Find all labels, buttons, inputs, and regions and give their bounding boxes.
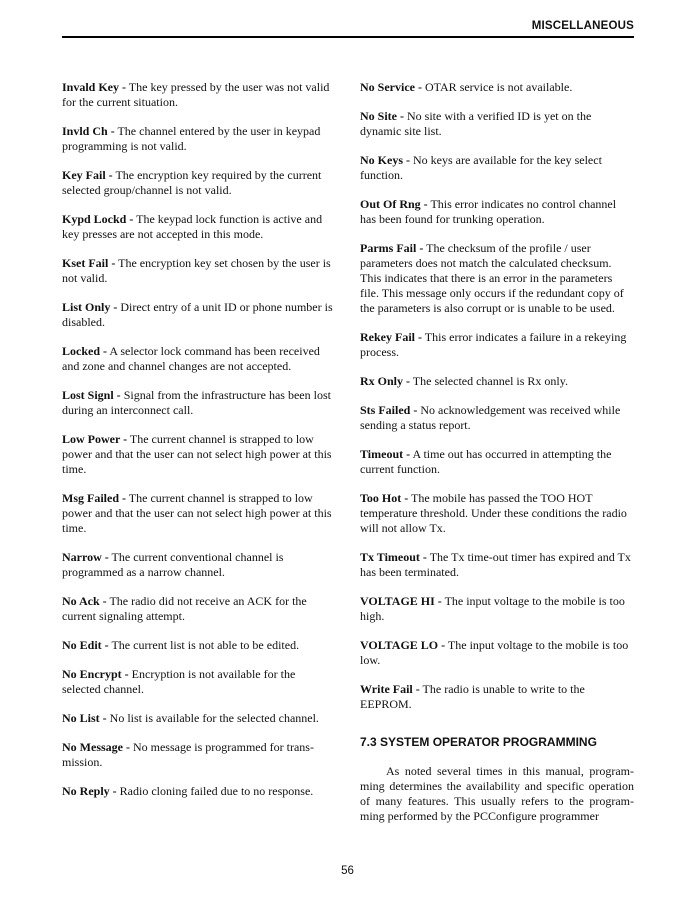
definition-text: OTAR service is not available.	[421, 80, 573, 94]
definition-entry	[360, 491, 634, 536]
definition-term: Sts Failed -	[360, 403, 418, 417]
definition-entry	[62, 344, 334, 374]
definition-text: The input voltage to the mobile is too low.	[360, 638, 629, 667]
definition-text: No acknowledgement was received while sending a status report.	[360, 403, 621, 432]
running-header: MISCELLANEOUS	[531, 20, 634, 32]
definition-term: Invald Key -	[62, 80, 127, 94]
definition-text: The keypad lock function is active and key presses are not accepted in this mode.	[62, 212, 323, 241]
definition-term: Narrow -	[62, 550, 109, 564]
definition-term: No Reply -	[62, 784, 117, 798]
definition-entry	[360, 638, 634, 668]
definition-term: No Site -	[360, 109, 404, 123]
definition-text: Encryption is not available for the selected channel.	[62, 667, 296, 696]
definition-text: The encryption key required by the current selected group/channel is not valid.	[62, 168, 322, 197]
definition-term: Kset Fail -	[62, 256, 116, 270]
definition-entry	[360, 447, 634, 477]
definition-text: The selected channel is Rx only.	[410, 374, 568, 388]
section-paragraph: As noted several times in this manual, program-ming determines the availability and specific operation of many features. This usually refers to the program-ming performed by the PCConfigure programmer	[360, 764, 634, 823]
definition-term: No Edit -	[62, 638, 109, 652]
definition-text: The encryption key set chosen by the user is not valid.	[62, 256, 331, 285]
definition-term: Lost Signl -	[62, 388, 121, 402]
definition-text: This error indicates no control channel has been found for trunking operation.	[360, 197, 617, 226]
definition-entry	[360, 153, 634, 183]
definition-term: Write Fail -	[360, 682, 420, 696]
definition-term: Low Power -	[62, 432, 128, 446]
definition-text: The mobile has passed the TOO HOT temperature threshold. Under these conditions the radio will not allow Tx.	[360, 491, 627, 535]
definition-term: Rekey Fail -	[360, 330, 422, 344]
definition-entry	[62, 300, 334, 330]
definition-entry	[62, 711, 334, 726]
definition-entry	[360, 80, 634, 95]
definition-term: No Keys -	[360, 153, 410, 167]
definition-entry	[62, 667, 334, 697]
definition-term: Msg Failed -	[62, 491, 126, 505]
page-number: 56	[341, 865, 354, 877]
definition-entry	[62, 784, 334, 799]
definition-text: No message is programmed for trans-mission.	[62, 740, 314, 769]
left-column	[62, 80, 334, 813]
definition-term: No Service -	[360, 80, 422, 94]
definition-text: A time out has occurred in attempting the current function.	[360, 447, 612, 476]
right-column	[360, 80, 634, 824]
definition-entry	[62, 388, 334, 418]
right-entries	[360, 80, 634, 712]
definition-entry	[360, 330, 634, 360]
definition-term: Rx Only -	[360, 374, 411, 388]
definition-entry	[62, 740, 334, 770]
definition-text: The checksum of the profile / user parameters does not match the calculated checksum. This indicates that there is an error in the parameters file. This message only occurs if the redundant copy of the parameters is also corrupt or is unable to be used.	[360, 241, 624, 315]
definition-entry	[360, 682, 634, 712]
definition-entry	[360, 594, 634, 624]
definition-text: The current conventional channel is programmed as a narrow channel.	[62, 550, 284, 579]
definition-term: No Message -	[62, 740, 130, 754]
definition-text: Signal from the infrastructure has been lost during an interconnect call.	[62, 388, 331, 417]
definition-entry	[62, 594, 334, 624]
definition-text: Radio cloning failed due to no response.	[116, 784, 314, 798]
definition-text: The current list is not able to be edited.	[108, 638, 300, 652]
definition-term: Too Hot -	[360, 491, 409, 505]
section-heading: 7.3 SYSTEM OPERATOR PROGRAMMING	[360, 735, 597, 749]
definition-entry	[62, 168, 334, 198]
definition-term: No Encrypt -	[62, 667, 129, 681]
definition-term: VOLTAGE HI -	[360, 594, 442, 608]
definition-entry	[360, 197, 634, 227]
definition-entry	[62, 432, 334, 477]
definition-text: The input voltage to the mobile is too high.	[360, 594, 625, 623]
definition-entry	[62, 638, 334, 653]
definition-term: List Only -	[62, 300, 118, 314]
definition-entry	[62, 550, 334, 580]
definition-term: Kypd Lockd -	[62, 212, 134, 226]
definition-text: No list is available for the selected channel.	[106, 711, 319, 725]
definition-text: The current channel is strapped to low power and that the user can not select high power at this time.	[62, 491, 332, 535]
definition-entry	[360, 241, 634, 316]
definition-term: Tx Timeout -	[360, 550, 427, 564]
definition-term: No List -	[62, 711, 107, 725]
header-rule	[62, 36, 634, 38]
definition-text: The radio did not receive an ACK for the current signaling attempt.	[62, 594, 307, 623]
definition-text: Direct entry of a unit ID or phone number is disabled.	[62, 300, 333, 329]
definition-term: Invld Ch -	[62, 124, 115, 138]
definition-term: No Ack -	[62, 594, 107, 608]
definition-text: A selector lock command has been received and zone and channel changes are not accepted.	[62, 344, 320, 373]
definition-entry	[360, 550, 634, 580]
definition-term: Out Of Rng -	[360, 197, 428, 211]
definition-entry	[62, 124, 334, 154]
definition-entry	[360, 403, 634, 433]
definition-text: No site with a verified ID is yet on the dynamic site list.	[360, 109, 592, 138]
definition-term: Timeout -	[360, 447, 411, 461]
definition-entry	[62, 491, 334, 536]
definition-entry	[62, 80, 334, 110]
definition-term: VOLTAGE LO -	[360, 638, 446, 652]
definition-term: Key Fail -	[62, 168, 113, 182]
definition-text: The Tx time-out timer has expired and Tx has been terminated.	[360, 550, 631, 579]
definition-term: Locked -	[62, 344, 107, 358]
definition-entry	[360, 374, 634, 389]
definition-term: Parms Fail -	[360, 241, 424, 255]
definition-text: The radio is unable to write to the EEPROM.	[360, 682, 585, 711]
definition-entry	[360, 109, 634, 139]
definition-entry	[62, 256, 334, 286]
definition-text: No keys are available for the key select function.	[360, 153, 602, 182]
definition-text: The key pressed by the user was not valid for the current situation.	[62, 80, 330, 109]
definition-text: The current channel is strapped to low power and that the user can not select high power at this time.	[62, 432, 332, 476]
definition-text: The channel entered by the user in keypad programming is not valid.	[62, 124, 321, 153]
definition-entry	[62, 212, 334, 242]
definition-text: This error indicates a failure in a rekeying process.	[360, 330, 627, 359]
